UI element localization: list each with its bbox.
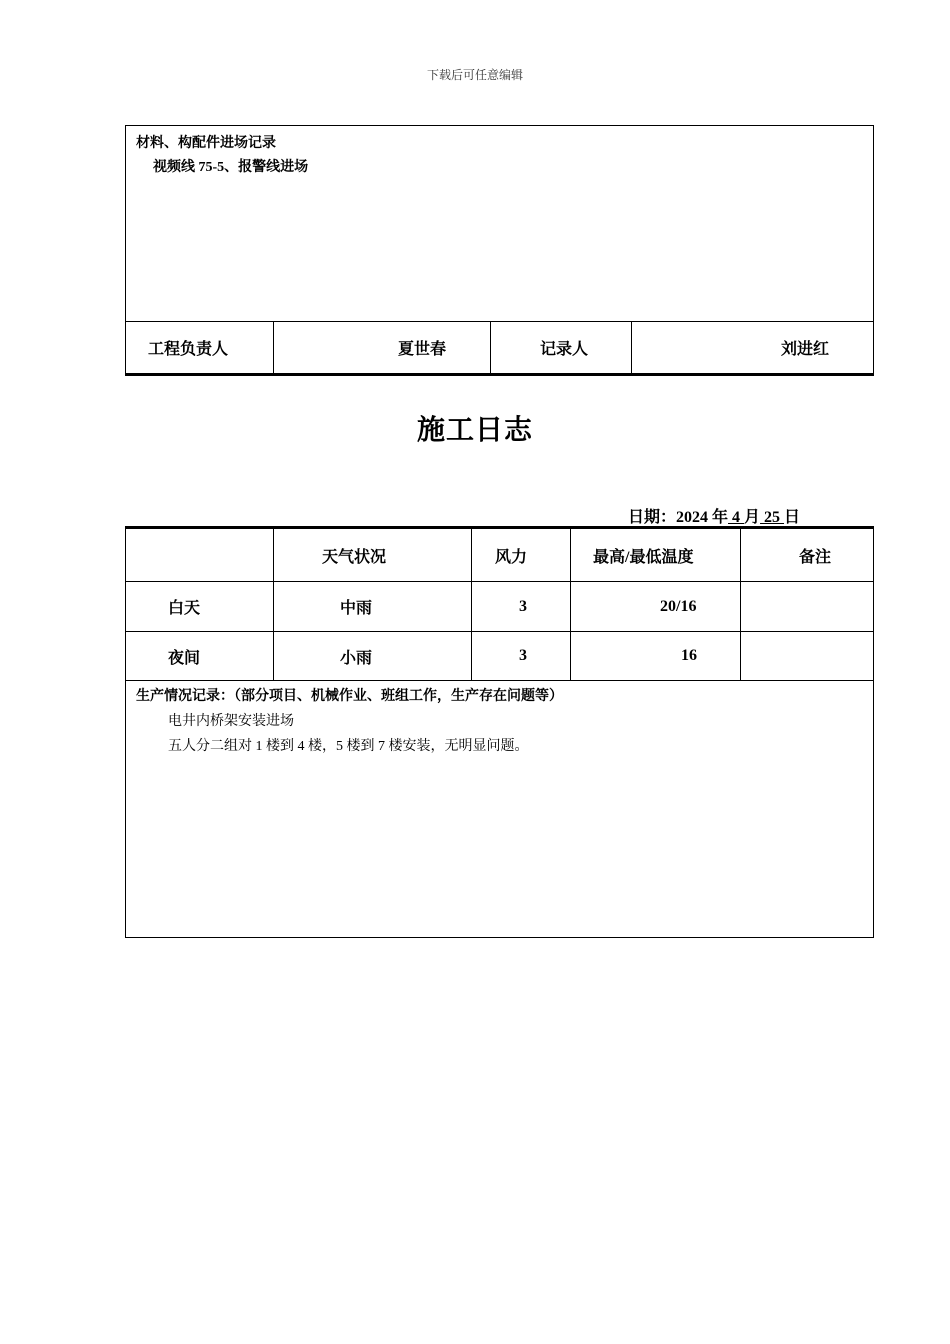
manager-name: 夏世春 <box>398 341 447 358</box>
row-night-wind: 3 <box>519 647 527 664</box>
watermark-text: 下载后可任意编辑 <box>426 68 523 82</box>
recorder-label: 记录人 <box>540 341 589 358</box>
header-weather: 天气状况 <box>322 548 387 566</box>
row-night-period: 夜间 <box>168 649 201 667</box>
row-day-temperature: 20/16 <box>660 597 697 615</box>
signature-row <box>126 321 873 373</box>
production-heading: 生产情况记录：（部分项目、机械作业、班组工作，生产存在问题等） <box>136 689 563 704</box>
date-line <box>628 504 800 527</box>
date-day: 25 <box>760 509 785 526</box>
row-night-temperature: 16 <box>681 647 697 664</box>
materials-record-box <box>125 125 874 376</box>
manager-label: 工程负责人 <box>148 341 229 358</box>
production-line: 五人分二组对 1 楼到 4 楼，5 楼到 7 楼安装，无明显问题。 <box>168 739 529 754</box>
construction-log-table <box>125 526 874 938</box>
header-wind: 风力 <box>495 548 528 566</box>
materials-heading: 材料、构配件进场记录 <box>136 136 276 151</box>
date-month-suffix: 月 <box>744 509 761 526</box>
row-night-weather: 小雨 <box>340 649 373 667</box>
page-title: 施工日志 <box>416 415 533 446</box>
header-temperature: 最高/最低温度 <box>593 548 694 566</box>
header-remarks: 备注 <box>799 548 832 566</box>
date-day-suffix: 日 <box>784 509 801 526</box>
row-day-wind: 3 <box>519 597 527 615</box>
production-line: 电井内桥架安装进场 <box>168 714 294 729</box>
date-prefix: 日期：2024 年 <box>628 509 729 526</box>
recorder-name: 刘进红 <box>781 341 830 358</box>
row-day-period: 白天 <box>168 600 201 617</box>
date-month: 4 <box>728 509 745 526</box>
row-day-weather: 中雨 <box>340 600 373 617</box>
materials-entry: 视频线 75-5、报警线进场 <box>153 160 309 175</box>
